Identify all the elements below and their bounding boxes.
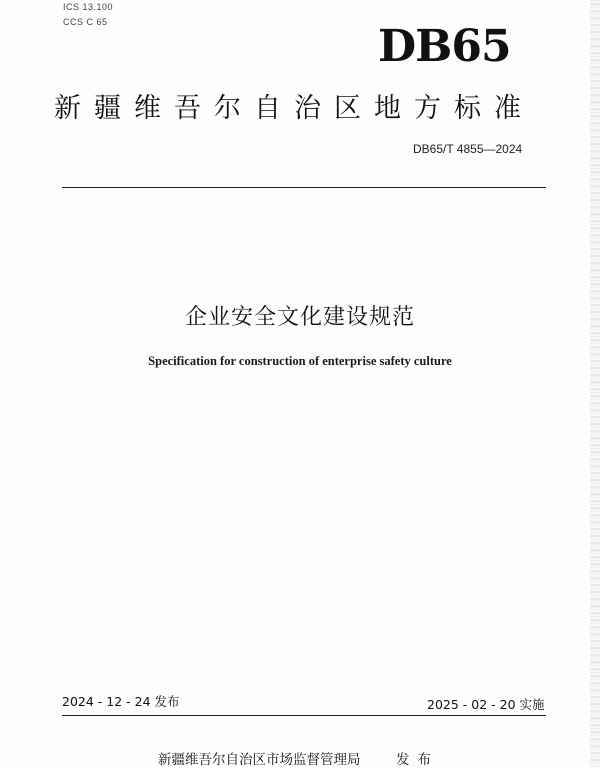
implementation-date: 2025 - 02 - 20 实施 — [427, 697, 545, 712]
document-title-chinese: 企业安全文化建设规范 — [184, 305, 415, 330]
publish-label: 发布 — [396, 752, 439, 768]
top-divider — [62, 187, 546, 188]
scan-edge-artifact — [590, 0, 600, 767]
publisher-name: 新疆维吾尔自治区市场监督管理局 — [158, 752, 361, 768]
standard-number: DB65/T 4855—2024 — [413, 142, 523, 156]
ics-code: ICS 13.100 — [63, 2, 114, 12]
db65-logo: DB65 — [378, 21, 511, 72]
bottom-divider — [62, 715, 546, 716]
issue-date: 2024 - 12 - 24 发布 — [62, 694, 180, 709]
standard-type-heading: 新疆维吾尔自治区地方标准 — [54, 93, 534, 124]
ccs-code: CCS C 65 — [63, 17, 108, 27]
document-title-english: Specification for construction of enterprise safety culture — [148, 354, 452, 368]
